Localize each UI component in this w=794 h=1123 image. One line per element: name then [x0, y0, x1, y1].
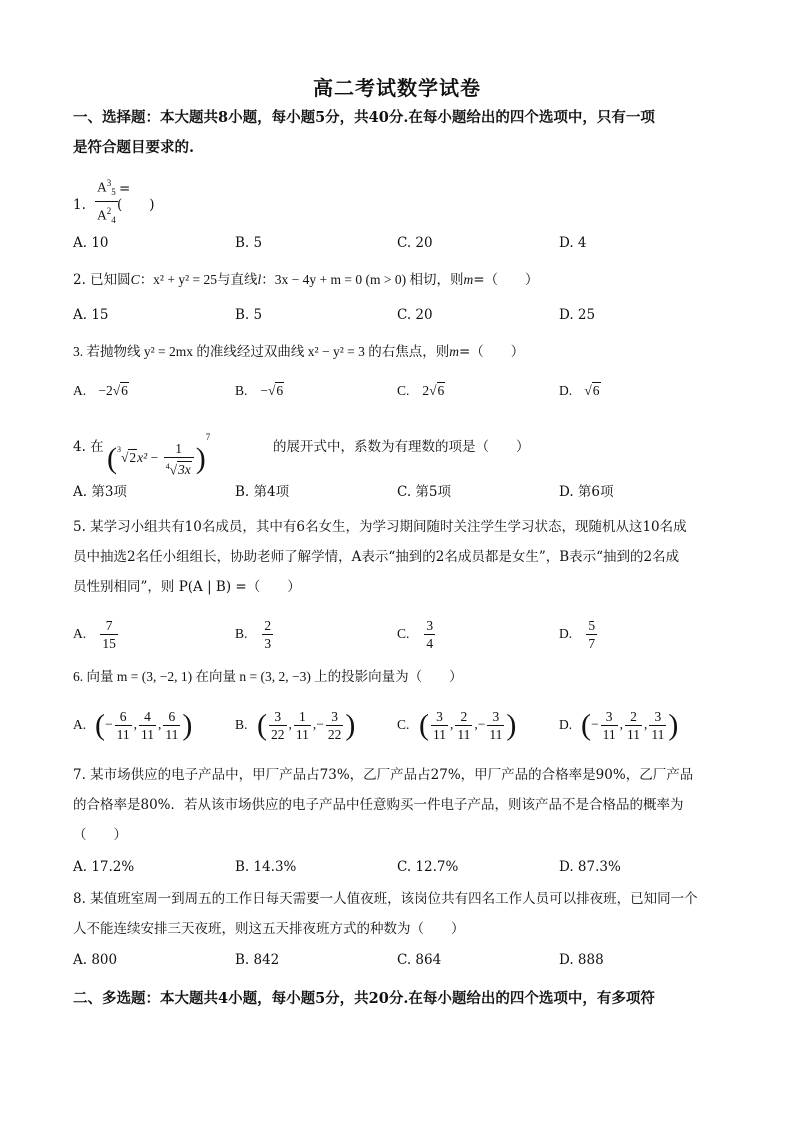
- question-4-options: [73, 477, 733, 507]
- question-7: 7. 某市场供应的电子产品中，甲厂产品占73%，乙厂产品占27%，甲厂产品的合格率是90%，乙厂产品 的合格率是80%．若从该市场供应的电子产品中任意购买一件电子产品，则该产品不是合格品的概率为 （ ）: [73, 767, 694, 843]
- question-2-option-a[interactable]: A. 15: [73, 307, 109, 323]
- question-7-option-a[interactable]: A. 17.2%: [73, 859, 135, 875]
- question-8-option-a[interactable]: A. 800: [73, 952, 118, 968]
- question-3-options: [73, 376, 733, 406]
- question-1-option-a[interactable]: A. 10: [73, 235, 109, 251]
- section-1-header: [73, 103, 733, 163]
- question-1-options: [73, 228, 733, 258]
- question-1-answer-paren: ( ): [117, 197, 155, 213]
- question-6: 6. 向量 m = (3, −2, 1) 在向量 n = (3, 2, −3) 上的投影向量为（ ）: [73, 669, 463, 684]
- question-8: 8. 某值班室周一到周五的工作日每天需要一人值夜班，该岗位共有四名工作人员可以排夜班，已知同一个 人不能连续安排三天夜班，则这五天排夜班方式的种数为（ ）: [73, 891, 698, 937]
- page-title: 高二考试数学试卷: [313, 76, 481, 100]
- sqrt-symbol: √: [584, 383, 592, 398]
- question-4-option-a[interactable]: A. 第3项: [73, 484, 127, 500]
- question-4-option-c[interactable]: C. 第5项: [397, 484, 452, 500]
- section-2-line-1: 二、多选题：本大题共4小题，每小题5分，共20分.在每小题给出的四个选项中，有多项符: [73, 990, 655, 1007]
- question-2: 2. 已知圆C：x² + y² = 25与直线l：3x − 4y + m = 0 (m > 0) 相切，则m=（ ）: [73, 272, 539, 288]
- question-3-option-b[interactable]: B. −√6: [235, 383, 284, 398]
- question-5-option-b[interactable]: B. $\frac{2}{3}$: [235, 618, 272, 651]
- sqrt-symbol: √: [429, 383, 437, 398]
- question-7-options: [73, 852, 733, 882]
- question-3-option-d[interactable]: D. √6: [559, 383, 600, 398]
- question-6-option-a[interactable]: A. (− $\frac{6}{11}$ , $\frac{4}{11}$ , $\frac{6}{11}$ ): [73, 708, 193, 742]
- question-6-option-d[interactable]: D. (− $\frac{3}{11}$ , $\frac{2}{11}$ , $\frac{3}{11}$ ): [559, 708, 679, 742]
- question-8-option-d[interactable]: D. 888: [559, 952, 604, 968]
- question-6-option-c[interactable]: C. ( $\frac{3}{11}$ , $\frac{2}{11}$ ,− $\frac{3}{11}$ ): [397, 708, 517, 742]
- question-3: 3. 若抛物线 y² = 2mx 的准线经过双曲线 x² − y² = 3 的右焦点，则m=（ ）: [73, 344, 525, 360]
- question-4-option-d[interactable]: D. 第6项: [559, 484, 614, 500]
- question-1: 1. $\frac{A^3_5}{A^2_4}$ = ( ): [73, 176, 733, 220]
- question-7-option-b[interactable]: B. 14.3%: [235, 859, 297, 875]
- question-2-option-c[interactable]: C. 20: [397, 307, 433, 323]
- question-5-option-a[interactable]: A. $\frac{7}{15}$: [73, 618, 116, 651]
- question-4-expression: ($^3$√2x² − $\frac{1}{^4√3x}$ )$^7$: [107, 432, 211, 478]
- question-2-option-b[interactable]: B. 5: [235, 307, 263, 323]
- question-6-options: [73, 708, 733, 748]
- question-5-options: [73, 617, 733, 657]
- question-8-option-b[interactable]: B. 842: [235, 952, 280, 968]
- section-1-line-2: 是符合题目要求的.: [73, 139, 195, 156]
- question-1-option-c[interactable]: C. 20: [397, 235, 433, 251]
- question-7-option-c[interactable]: C. 12.7%: [397, 859, 459, 875]
- question-1-option-b[interactable]: B. 5: [235, 235, 263, 251]
- question-1-number: 1.: [73, 197, 86, 213]
- question-1-fraction: $\frac{A^3_5}{A^2_4}$: [95, 174, 118, 229]
- question-3-option-c[interactable]: C. 2√6: [397, 383, 445, 398]
- question-7-option-d[interactable]: D. 87.3%: [559, 859, 621, 875]
- question-3-option-a[interactable]: A. −2√6: [73, 383, 128, 398]
- question-8-option-c[interactable]: C. 864: [397, 952, 442, 968]
- section-1-line-1: 一、选择题：本大题共8小题，每小题5分，共40分.在每小题给出的四个选项中，只有一项: [73, 109, 655, 126]
- section-2-header: [73, 984, 733, 1014]
- question-6-option-b[interactable]: B. ( $\frac{3}{22}$ , $\frac{1}{11}$ ,− $\frac{3}{22}$ ): [235, 708, 356, 742]
- question-2-option-d[interactable]: D. 25: [559, 307, 596, 323]
- question-5-option-d[interactable]: D. $\frac{5}{7}$: [559, 618, 596, 651]
- sqrt-symbol: √: [268, 383, 276, 398]
- sqrt-symbol: √: [112, 383, 121, 398]
- question-8-options: [73, 945, 733, 975]
- question-4: 4. 在 ($^3$√2x² − $\frac{1}{^4√3x}$ )$^7$ 的展开式中，系数为有理数的项是（ ）: [73, 422, 733, 472]
- question-1-option-d[interactable]: D. 4: [559, 235, 587, 251]
- question-5-option-c[interactable]: C. $\frac{3}{4}$: [397, 618, 434, 651]
- question-4-option-b[interactable]: B. 第4项: [235, 484, 290, 500]
- question-5: 5. 某学习小组共有10名成员，其中有6名女生，为学习期间随时关注学生学习状态，现随机从这10名成 员中抽选2名任小组组长，协助老师了解学情，A表示“抽到的2名成员都是女生”，B表示“抽到的2名成 员性别相同”，则 P(A | B) =（ ）: [73, 519, 687, 595]
- question-2-options: [73, 300, 733, 330]
